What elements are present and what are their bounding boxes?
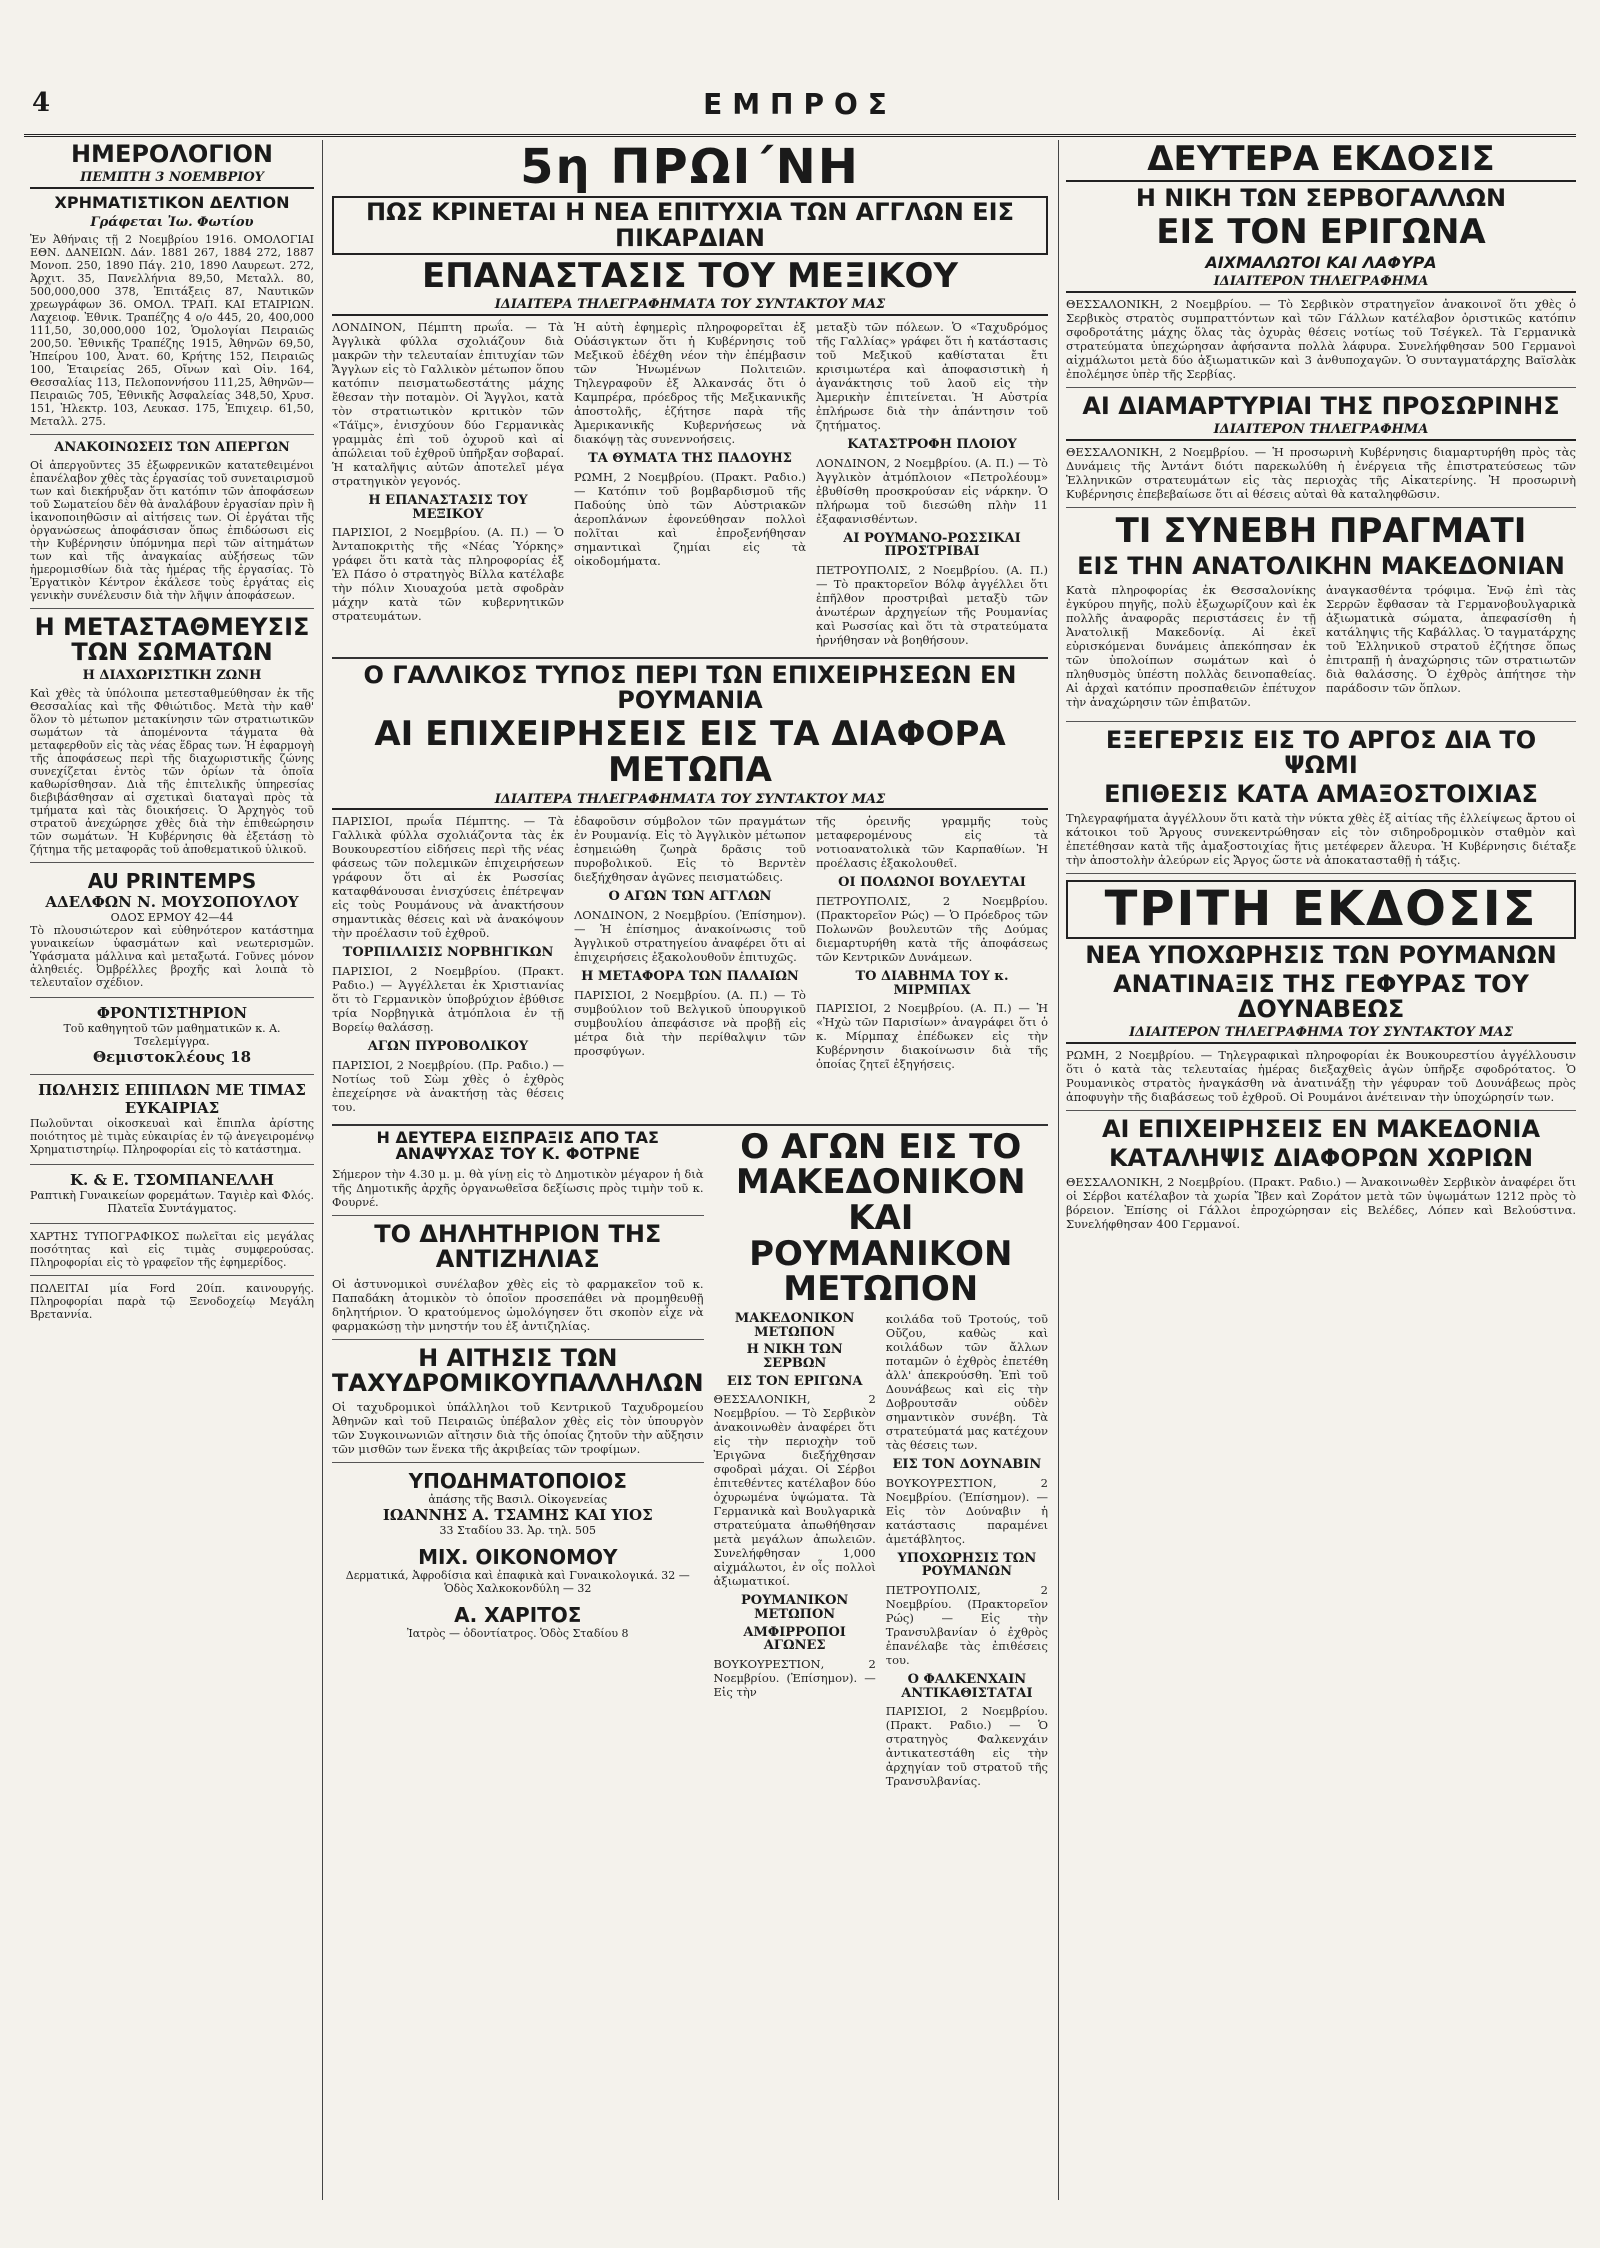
lead-text: ΘΕΣΣΑΛΟΝΙΚΗ, 2 Νοεμβρίου. — Τὸ Σερβικὸν στρατηγεῖον ἀνακοινοῖ ὅτι χθὲς ὁ Σερβικὸς στρατὸς συμπραττόντων καὶ τῶν Γάλλων κατέλαβον ὀριστικῶς κατόπιν σφοδροτάτης μάχης ὅλας τὰς ὀχυρὰς θέσεις νοτίως τοῦ Τσέγκελ. Τὰ Γερμανικὰ στρατεύματα ὑπεχώρησαν ἀφήσαντα πολλὰ λάφυρα. Συνελήφθησαν 500 Γερμανοὶ αἰχμάλωτοι μετὰ δύο ἀξιωματικῶν καὶ 3 ἀνθυποχαγῶν. Ὁ συνταγματάρχης Βαϊσλὰκ ἐπολέμησε ὑπὲρ τῆς Σερβίας.	[1066, 297, 1576, 381]
east-story	[1066, 583, 1576, 715]
macedonia-story	[714, 1312, 1048, 1794]
ad-au-printemps	[30, 869, 314, 989]
lead-text: μεταξὺ τῶν πόλεων. Ὁ «Ταχυδρόμος τῆς Γαλλίας» γράφει ὅτι ἡ κατάστασις τοῦ Μεξικοῦ καθίσταται ἔτι κρισιμωτέρα καὶ ἀποφασιστικὴ ἡ ἀγανάκτησις τοῦ λαοῦ εἰς τὴν Ἀμερικὴν ἐπιτείνεται. Ἡ Αὐστρία ἐπλήρωσε διὰ τὴν ἀπάντησιν τοῦ ζητήματος.	[816, 320, 1048, 433]
mid-wire: ΙΔΙΑΙΤΕΡΑ ΤΗΛΕΓΡΑΦΗΜΑΤΑ ΤΟΥ ΣΥΝΤΑΚΤΟΥ ΜΑΣ	[332, 793, 1048, 811]
ad-oikonomou	[332, 1545, 704, 1595]
separator	[332, 1339, 704, 1340]
antizilia-text: Οἱ ἀστυνομικοὶ συνέλαβον χθὲς εἰς τὸ φαρμακεῖον τοῦ κ. Παπαδάκη ἀτομικὸν τὸ ὁποῖον προσεπάθει νὰ προμηθευθῇ δηλητήριον. Ὁ κρατούμενος ὡμολόγησεν ὅτι σκοπὸν εἶχε νὰ φαρμακώσῃ τὴν μνηστήν του ἐξ ἀντιζηλίας.	[332, 1276, 704, 1333]
second-edition-title: ΔΕΥΤΕΡΑ ΕΚΔΟΣΙΣ	[1066, 142, 1576, 182]
ad-text: Ἰατρὸς — ὀδοντίατρος. Ὁδὸς Σταδίου 8	[406, 1627, 629, 1641]
transfers-title: Η ΜΕΤΑΣΤΑΘΜΕΥΣΙΣ ΤΩΝ ΣΩΜΑΤΩΝ	[34, 612, 310, 667]
padua-text: ΡΩΜΗ, 2 Νοεμβρίου. (Πρακτ. Ραδιο.) — Κατόπιν τοῦ βομβαρδισμοῦ τῆς Παδούης ὑπὸ τῶν Αὐστριακῶν ἀεροπλάνων ἐφονεύθησαν πολλοὶ πολῖται καὶ ἐπροξενήθησαν σημαντικαὶ ζημίαι εἰς τὰ οἰκοδομήματα.	[574, 469, 806, 568]
torpedo-title: ΤΟΡΠΙΛΛΙΣΙΣ ΝΟΡΒΗΓΙΚΩΝ	[342, 945, 554, 961]
macedonia-sub: ΜΑΚΕΔΟΝΙΚΟΝ ΜΕΤΩΠΟΝ	[734, 1311, 855, 1340]
postal-text: Οἱ ταχυδρομικοὶ ὑπάλληλοι τοῦ Κεντρικοῦ Ταχυδρομείου Ἀθηνῶν καὶ τοῦ Πειραιῶς ὑπέβαλον χθὲς εἰς τὸν ὑπουργὸν τῶν Συγκοινωνιῶν αἴτησιν διὰ τῆς ὁποίας ζητοῦν τὴν αὔξησιν τῶν μισθῶν των ἕνεκα τῆς ἀκριβείας τῶν τροφίμων.	[332, 1400, 704, 1457]
page-number: 4	[32, 88, 51, 118]
lead-wire: ΙΔΙΑΙΤΕΡΑ ΤΗΛΕΓΡΑΦΗΜΑΤΑ ΤΟΥ ΣΥΝΤΑΚΤΟΥ ΜΑΣ	[332, 298, 1048, 316]
danube-title: ΕΙΣ ΤΟΝ ΔΟΥΝΑΒΙΝ	[892, 1457, 1042, 1473]
ad-title: ΜΙΧ. ΟΙΚΟΝΟΜΟΥ	[418, 1545, 618, 1570]
prov-wire: ΙΔΙΑΙΤΕΡΟΝ ΤΗΛΕΓΡΑΦΗΜΑ	[1066, 423, 1576, 441]
separator	[30, 862, 314, 863]
ad-title: Α. ΧΑΡΙΤΟΣ	[454, 1603, 582, 1628]
ad-furniture	[30, 1081, 314, 1156]
ad-shoes	[332, 1469, 704, 1537]
market-text: Ἐν Ἀθήναις τῇ 2 Νοεμβρίου 1916. ΟΜΟΛΟΓΙΑΙ ΕΘΝ. ΔΑΝΕΙΩΝ. Δάν. 1881 267, 1884 272, 1887 Μονοπ. 250, 1890 Πάγ. 210, 1890 Λαυρεωτ. 272, Ἀρχιτ. 35, Πανελλήνια 89,50, Μεταλλ. 80, 500,000,000 378, Ἐπιτάξεις 87, Ναυτικῶν χρεωγράφων 36. ΟΜΟΛ. ΤΡΑΠ. ΚΑΙ ΕΤΑΙΡΙΩΝ. Λαχειοφ. Ἐθνικ. Τραπέζης 4 ο/ο 445, 20, 400,000 111,50, 30,000,000 102, Ὁμολογίαι Πειραιῶς 200,50. Ἐθνικῆς Τραπέζης 1915, Ἀθηνῶν 69,50, Ἠπείρου 100, Ἀνατ. 60, Κρήτης 152, Πειραιῶς 100, Ἑταιρείας 265, Οἴνων καὶ Οἰν. 164, Θεσσαλίας 113, Πελοποννήσου 111,25, Ἀθηνῶν—Πειραιῶς 705, Ἐθνικῆς Ἀσφαλείας 348,50, Χρυσ. 151, Ἠλεκτρ. 103, Λευκασ. 175, Ἐπιχειρ. 61,50, Μεταλλ. 275.	[30, 233, 314, 429]
notices-text: Οἱ ἀπεργοῦντες 35 ἐξωφρενικῶν κατατεθειμένοι ἐπανέλαβον χθὲς τὰς ἐργασίας τοῦ συνεταιρισμοῦ των καὶ διεκήρυξαν ὅτι κατόπιν τῶν ἀποφάσεων τοῦ Σωματείου δὲν θὰ ἀναλάβουν ἐργασίαν πρὶν ἢ ἱκανοποιηθῶσιν αἱ αἰτήσεις των. Οἱ ἐργάται τῆς ὀργανώσεως ἀποφάσισαν ὅπως ἐπιδώσωσι εἰς τὴν Κυβέρνησιν ὑπόμνημα περὶ τῶν αἰτημάτων των καὶ τῆς ἀναγκαίας αὐξήσεως τῶν ἡμερομισθίων διὰ τὰς ἡμέρας τῆς ἐργασίας. Τὸ Ἐργατικὸν Κέντρον ἐκάλεσε τοὺς ἐργάτας εἰς γενικὴν συνέλευσιν διὰ τὴν λῆψιν ἀποφάσεων.	[30, 458, 314, 602]
bread-subheadline: ΕΠΙΘΕΣΙΣ ΚΑΤΑ ΑΜΑΞΟΣΤΟΙΧΙΑΣ	[1104, 780, 1538, 809]
right-column	[1066, 142, 1576, 2202]
mid-headline: Ο ΓΑΛΛΙΚΟΣ ΤΥΠΟΣ ΠΕΡΙ ΤΩΝ ΕΠΙΧΕΙΡΗΣΕΩΝ ΕΝ ΡΟΥΜΑΝΙΑ	[363, 661, 1017, 715]
ad-subtitle: ΑΔΕΛΦΩΝ Ν. ΜΟΥΣΟΠΟΥΛΟΥ	[45, 892, 299, 911]
transfers-subtitle: Η ΔΙΑΧΩΡΙΣΤΙΚΗ ΖΩΝΗ	[82, 668, 262, 684]
separator	[30, 434, 314, 435]
fotrne-text: Σήμερον τὴν 4.30 μ. μ. θὰ γίνῃ εἰς τὸ Δημοτικὸν μέγαρον ἡ διὰ τῆς Δημοτικῆς ἀρχῆς ὀργανωθεῖσα δεξίωσις πρὸς τιμὴν τοῦ κ. Φουρνέ.	[332, 1167, 704, 1210]
mid-text: ἐδαφοῦσιν σύμβολον τῶν πραγμάτων ἐν Ρουμανίᾳ. Εἰς τὸ Ἀγγλικὸν μέτωπον ἐσημειώθη ζωηρὰ δρᾶσις τοῦ πυροβολικοῦ. Εἰς τὸ Βερντὲν διεξήχθησαν ἀγῶνες πεισματώδεις.	[574, 814, 806, 885]
falk-title: Ο ΦΑΛΚΕΝΧΑΙΝ ΑΝΤΙΚΑΘΙΣΤΑΤΑΙ	[901, 1672, 1033, 1701]
macedonia-text: κοιλάδα τοῦ Τροτούς, τοῦ Οὔζου, καθὼς καὶ κοιλάδων τῶν ἄλλων ποταμῶν ὁ ἐχθρὸς ἐπετέθη ἀλλ' ἀπεκρούσθη. Ἐπὶ τοῦ Δουνάβεως καὶ εἰς τὴν Δοβρουτσᾶν οὐδὲν σημαντικὸν συνέβη. Τὰ στρατεύματά μας κατέχουν τὰς θέσεις των.	[885, 1312, 1048, 1453]
lead-text: Ἡ αὐτὴ ἐφημερὶς πληροφορεῖται ἐξ Οὐάσιγκτων ὅτι ἡ Κυβέρνησις τοῦ Μεξικοῦ ἐδέχθη νέον τὴν ἐπέμβασιν τῶν Ἡνωμένων Πολιτειῶν. Τηλεγραφοῦν ἐξ Ἀλκανσάς ὅτι ὁ Καμπρέρα, πρόεδρος τῆς Μεξικανικῆς ἀποστολῆς, ἐζήτησε παρὰ τῆς Ἀμερικανικῆς Κυβερνήσεως νὰ διακόψῃ τὰς συνεννοήσεις.	[574, 320, 806, 447]
lower-section	[332, 1126, 1048, 1795]
ad-text: Πωλοῦνται οἰκοσκευαὶ καὶ ἔπιπλα ἀρίστης ποιότητος μὲ τιμὰς εὐκαιρίας ἐν τῷ ἀνεγειρομένῳ Χρηματιστηρίῳ. Πληροφορίαι εἰς τὸ κατάστημα.	[30, 1116, 314, 1156]
ad-text: Τοῦ καθηγητοῦ τῶν μαθηματικῶν κ. Α. Τσελεμίγγρα.	[63, 1021, 281, 1048]
east-headline: ΤΙ ΣΥΝΕΒΗ ΠΡΑΓΜΑΤΙ	[1115, 510, 1527, 551]
separator	[30, 608, 314, 609]
padua-title: ΤΑ ΘΥΜΑΤΑ ΤΗΣ ΠΑΔΟΥΗΣ	[588, 451, 792, 467]
ad-title: ΥΠΟΔΗΜΑΤΟΠΟΙΟΣ	[408, 1469, 627, 1494]
mid-text: τῆς ὁρεινῆς γραμμῆς τοὺς μεταφερομένους εἰς τὰ νοτιοανατολικὰ τῶν Καρπαθίων. Ἡ προέλασις ἐξακολουθεῖ.	[816, 814, 1048, 871]
angels-title: Ο ΑΓΩΝ ΤΩΝ ΑΓΓΛΩΝ	[608, 889, 772, 905]
macedonia-sub: Η ΝΙΚΗ ΤΩΝ ΣΕΡΒΩΝ	[746, 1342, 843, 1372]
prov-headline: ΑΙ ΔΙΑΜΑΡΤΥΡΙΑΙ ΤΗΣ ΠΡΟΣΩΡΙΝΗΣ	[1082, 392, 1560, 420]
lead-subheadline: ΕΙΣ ΤΟΝ ΕΡΙΓΩΝΑ	[1156, 211, 1486, 252]
ad-address: Θεμιστοκλέους 18	[92, 1047, 252, 1066]
macedonia-sub: ΕΙΣ ΤΟΝ ΕΡΙΓΩΝΑ	[726, 1373, 863, 1389]
macedonia-headline: Ο ΑΓΩΝ ΕΙΣ ΤΟ ΜΑΚΕΔΟΝΙΚΟΝ ΚΑΙ ΡΟΥΜΑΝΙΚΟΝ ΜΕΤΩΠΟΝ	[735, 1126, 1026, 1310]
torpedo-text: ΠΑΡΙΣΙΟΙ, 2 Νοεμβρίου. (Πρακτ. Ραδιο.) — Ἀγγέλλεται ἐκ Χριστιανίας ὅτι τὸ Γερμανικὸν ὑποβρύχιον ἐβύθισε τρία Νορβηγικὰ ἀτμόπλοια ἐν τῇ Βορείῳ θαλάσσῃ.	[332, 964, 564, 1035]
mirbach-text: ΠΑΡΙΣΙΟΙ, 2 Νοεμβρίου. (Α. Π.) — Ἡ «Ἠχὼ τῶν Παρισίων» ἀναγράφει ὅτι ὁ κ. Μίρμπαχ ἐπέδωκεν εἰς τὴν Κυβέρνησιν διακοίνωσιν διὰ τῆς ὁποίας ζητεῖ ἐξηγήσεις.	[816, 1001, 1048, 1072]
morning-edition-title: 5η ΠΡΩΙ΄ΝΗ	[520, 142, 860, 195]
calendar-date: ΠΕΜΠΤΗ 3 ΝΟΕΜΒΡΙΟΥ	[30, 171, 314, 189]
antizilia-title: ΤΟ ΔΗΛΗΤΗΡΙΟΝ ΤΗΣ ΑΝΤΙΖΗΛΙΑΣ	[374, 1220, 662, 1274]
lead-headline: Η ΝΙΚΗ ΤΩΝ ΣΕΡΒΟΓΑΛΛΩΝ	[1135, 183, 1507, 212]
falk-text: ΠΑΡΙΣΙΟΙ, 2 Νοεμβρίου. (Πρακτ. Ραδιο.) — Ὁ στρατηγὸς Φαλκενχάιν ἀντικατεστάθη εἰς τὴν ἀρχηγίαν τοῦ στρατοῦ τῆς Τρανσυλβανίας.	[885, 1704, 1048, 1789]
mexico-title: Η ΕΠΑΝΑΣΤΑΣΙΣ ΤΟΥ ΜΕΞΙΚΟΥ	[368, 493, 528, 522]
poles-text: ΠΕΤΡΟΥΠΟΛΙΣ, 2 Νοεμβρίου. (Πρακτορεῖον Ρώς) — Ὁ Πρόεδρος τῶν Πολωνῶν βουλευτῶν τῆς Δούμας διεμαρτυρήθη κατὰ τῆς ἀποφάσεως τῶν Κεντρικῶν Δυνάμεων.	[816, 894, 1048, 965]
separator	[30, 1164, 314, 1165]
romania-title: ΑΙ ΡΟΥΜΑΝΟ-ΡΩΣΣΙΚΑΙ ΠΡΟΣΤΡΙΒΑΙ	[843, 530, 1021, 560]
third-subheadline: ΑΝΑΤΙΝΑΞΙΣ ΤΗΣ ΓΕΦΥΡΑΣ ΤΟΥ ΔΟΥΝΑΒΕΩΣ	[1113, 969, 1529, 1024]
masthead-rule	[24, 134, 1576, 137]
east-text: ἀναγκασθέντα τρόφιμα. Ἐνῷ ἐπὶ τὰς Σερρῶν ἔφθασαν τὰ Γερμανοβουλγαρικὰ ἀξιωματικὰ σώματα, ἀπεφασίσθη ἡ κατάληψις τῆς Καβάλλας. Ὁ ταγματάρχης τοῦ Ἑλληνικοῦ στρατοῦ ἐζήτησε ὅπως ἐπιτραπῇ ἡ ἀναχώρησις τῶν στρατιωτῶν διὰ θαλάσσης. Ὁ ἐχθρὸς ἀπήτησε τὴν παράδοσιν τῶν ὅπλων.	[1326, 582, 1576, 695]
romania-text: ΠΕΤΡΟΥΠΟΛΙΣ, 2 Νοεμβρίου. (Α. Π.) — Τὸ πρακτορεῖον Βόλφ ἀγγέλλει ὅτι ἐπῆλθον προστριβαὶ μεταξὺ τῶν ἀνωτέρων ἀρχηγείων τῆς Ρουμανίας καὶ Ρωσσίας καὶ ὅτι τὰ στρατεύματα ἠρνήθησαν νὰ βοηθήσουν.	[816, 563, 1048, 648]
ship-text: ΠΑΡΙΣΙΟΙ, 2 Νοεμβρίου. (Α. Π.) — Τὸ συμβούλιον τοῦ Βελγικοῦ ὑπουργικοῦ συμβουλίου ἀπεφάσισε νὰ προβῇ εἰς μέτρα διὰ τὴν περίθαλψιν τῶν προσφύγων.	[574, 987, 806, 1058]
bread-text: Τηλεγραφήματα ἀγγέλλουν ὅτι κατὰ τὴν νύκτα χθὲς ἐξ αἰτίας τῆς ἐλλείψεως ἄρτου οἱ κάτοικοι τοῦ Ἄργους συνεκεντρώθησαν εἰς τὸν σιδηροδρομικὸν σταθμὸν καὶ ἐπετέθησαν κατὰ τῆς ἀμαξοστοιχίας ἥτις μετέφερεν ἄλευρα. Ἡ Κυβέρνησις διέταξε τὴν ἀποστολὴν ἀλεύρων εἰς Ἄργος ὥστε νὰ ἀποκατασταθῇ ἡ τάξις.	[1066, 811, 1576, 868]
artillery-text: ΠΑΡΙΣΙΟΙ, 2 Νοεμβρίου. (Πρ. Ραδιο.) — Νοτίως τοῦ Σὼμ χθὲς ὁ ἐχθρὸς ἐπεχείρησε νὰ ἀνακτήσῃ τὰς θέσεις του.	[332, 1057, 564, 1114]
east-text: Κατὰ πληροφορίας ἐκ Θεσσαλονίκης ἐγκύρου πηγῆς, πολὺ ἐξωχωρίζουν καὶ ἐκ πολλῆς ἀναφορᾶς περιστάσεις ἐν τῇ Ἀνατολικῇ Μακεδονίᾳ. Αἱ ἐκεῖ εὑρισκόμεναι δυνάμεις ἀπεκόπησαν ἐκ τῶν ὑπολοίπων σωμάτων καὶ ὁ πληθυσμὸς ὑπέστη πολλὰς δεινοπαθείας. Αἱ ἀρχαὶ κατόπιν προσπαθειῶν ἐπέτυχον τὴν ἀναχώρησιν τῶν ἐπιβατῶν.	[1066, 582, 1316, 709]
ad-tsompanelli	[30, 1171, 314, 1215]
east-subheadline: ΕΙΣ ΤΗΝ ΑΝΑΤΟΛΙΚΗΝ ΜΑΚΕΔΟΝΙΑΝ	[1077, 551, 1565, 580]
newspaper-title: ΕΜΠΡΟΣ	[703, 88, 897, 121]
separator	[30, 1223, 314, 1224]
third-text: ΡΩΜΗ, 2 Νοεμβρίου. — Τηλεγραφικαὶ πληροφορίαι ἐκ Βουκουρεστίου ἀγγέλλουσιν ὅτι ὁ κατὰ τὰς τελευταίας ἡμέρας διεξαχθεὶς ἀγὼν ὑπῆρξε σφοδρότατος. Ὁ Ρουμανικὸς στρατὸς ἠναγκάσθη νὰ ἀνατινάξῃ τὴν γέφυραν τοῦ Δουνάβεως πρὸς ἀποφυγὴν τῆς διαβάσεως τοῦ ἐχθροῦ. Οἱ Ρουμάνοι ἀνέτειναν τὴν ὑποχώρησίν των.	[1066, 1047, 1576, 1104]
ad-text: ἀπάσης τῆς Βασιλ. Οἰκογενείας	[428, 1493, 608, 1507]
ad-paper-text: ΧΑΡΤΗΣ ΤΥΠΟΓΡΑΦΙΚΟΣ πωλεῖται εἰς μεγάλας ποσότητας καὶ εἰς τιμὰς συμφερούσας. Πληροφορίαι εἰς τὸ γραφεῖον τῆς ἐφημερίδος.	[30, 1229, 314, 1269]
ad-address: 33 Σταδίου 33. Ἀρ. τηλ. 505	[439, 1524, 597, 1538]
separator	[332, 1124, 1048, 1126]
ad-text: Τὸ πλουσιώτερον καὶ εὐθηνότερον κατάστημα γυναικείων ὑφασμάτων καὶ νεωτερισμῶν. Ὑφάσματα μάλλινα καὶ μεταξωτά. Γοῦνες μόνον ἀληθειές. Ὀμβρέλλες βροχῆς καὶ λοιπὰ τὸ τελευταῖον σχέδιον.	[30, 923, 314, 989]
mexico-text: ΠΑΡΙΣΙΟΙ, 2 Νοεμβρίου. (Α. Π.) — Ὁ Ἀνταποκριτὴς τῆς «Νέας Ὑόρκης» γράφει ὅτι κατὰ τὰς πληροφορίας ἐξ Ἐλ Πάσο ὁ στρατηγὸς Βίλλα κατέλαβε τὴν πόλιν Χιουαχούα μετὰ σφοδρὰν μάχην κατὰ τῶν κυβερνητικῶν στρατευμάτων.	[332, 525, 564, 624]
separator	[1066, 873, 1576, 874]
separator	[332, 657, 1048, 659]
lead-sub2: ΑΙΧΜΑΛΩΤΟΙ ΚΑΙ ΛΑΦΥΡΑ	[1205, 252, 1437, 272]
transfers-text: Καὶ χθὲς τὰ ὑπόλοιπα μετεσταθμεύθησαν ἐκ τῆς Θεσσαλίας καὶ τῆς Φθιώτιδος. Μετὰ τὴν καθ' ὅλον τὸ μέτωπον μετακίνησιν τῶν στρατιωτικῶν σωμάτων τὰ ἀπομένοντα τάγματα θὰ μεταφερθοῦν εἰς τὰς νέας ἕδρας των. Ἡ ἐφαρμογὴ τῆς ἀποφάσεως περὶ τῆς διαχωριστικῆς ζώνης συνεχίζεται ἐντὸς τῶν ὁρίων τὰ ὁποῖα καθωρίσθησαν. Διὰ τῆς ἐπιτελικῆς ὑπηρεσίας διεβιβάσθησαν αἱ σχετικαὶ διαταγαὶ πρὸς τὰ τμήματα καὶ τὰς διοικήσεις. Ὁ Ἀρχηγὸς τοῦ στρατοῦ ἀνεχώρησε χθὲς διὰ τὴν ἐπιθεώρησιν τῶν σωμάτων. Ἡ Κυβέρνησις θὰ ἐξετάσῃ τὸ ζήτημα τῆς μεταφορᾶς τοῦ ἀποθεματικοῦ ὑλικοῦ.	[30, 686, 314, 856]
rom2-title: ΡΟΥΜΑΝΙΚΟΝ ΜΕΤΩΠΟΝ	[740, 1593, 849, 1622]
mac2-headline: ΑΙ ΕΠΙΧΕΙΡΗΣΕΙΣ ΕΝ ΜΑΚΕΔΟΝΙΑ	[1101, 1114, 1541, 1143]
center-column	[332, 142, 1048, 2202]
catastrophe-title: ΚΑΤΑΣΤΡΟΦΗ ΠΛΟΙΟΥ	[847, 437, 1017, 453]
poles-title: ΟΙ ΠΟΛΩΝΟΙ ΒΟΥΛΕΥΤΑΙ	[838, 875, 1026, 891]
lead-headline: ΠΩΣ ΚΡΙΝΕΤΑΙ Η ΝΕΑ ΕΠΙΤΥΧΙΑ ΤΩΝ ΑΓΓΛΩΝ ΕΙΣ ΠΙΚΑΡΔΙΑΝ	[332, 196, 1048, 254]
mid-subheadline: ΑΙ ΕΠΙΧΕΙΡΗΣΕΙΣ ΕΙΣ ΤΑ ΔΙΑΦΟΡΑ ΜΕΤΩΠΑ	[374, 714, 1006, 791]
left-column	[30, 142, 314, 2202]
ad-frontistirion	[30, 1004, 314, 1066]
separator	[332, 1462, 704, 1463]
danube-text: ΒΟΥΚΟΥΡΕΣΤΙΟΝ, 2 Νοεμβρίου. (Ἐπίσημον). — Εἰς τὸν Δούναβιν ἡ κατάστασις παραμένει ἀμετάβλητος.	[885, 1475, 1048, 1546]
separator	[30, 1275, 314, 1276]
lead-wire: ΙΔΙΑΙΤΕΡΟΝ ΤΗΛΕΓΡΑΦΗΜΑ	[1066, 275, 1576, 293]
mid-text: ΠΑΡΙΣΙΟΙ, πρωΐα Πέμπτης. — Τὰ Γαλλικὰ φύλλα σχολιάζοντα τὰς ἐκ Βουκουρεστίου εἰδήσεις περὶ τῆς νέας φάσεως τῶν πολεμικῶν ἐπιχειρήσεων γράφουν ὅτι αἱ ἐκ Ρωσσίας καταφθάνουσαι ἐνισχύσεις ἐπέτρεψαν εἰς τοὺς Ρουμάνους νὰ ἀνακτήσουν σημαντικὰς θέσεις καὶ νὰ ἀνακόψουν τὴν προέλασιν τοῦ ἐχθροῦ.	[332, 814, 564, 941]
ad-ford-text: ΠΩΛΕΙΤΑΙ μία Ford 20ίπ. καινουργής. Πληροφορίαι παρὰ τῷ Ξενοδοχείῳ Μεγάλη Βρεταννία.	[30, 1281, 314, 1321]
masthead	[0, 88, 1600, 132]
catastrophe-text: ΛΟΝΔΙΝΟΝ, 2 Νοεμβρίου. (Α. Π.) — Τὸ Ἀγγλικὸν ἀτμόπλοιον «Πετρολέουμ» ἐβυθίσθη προσκρούσαν εἰς νάρκην. Ὁ πλήρωμα τοῦ διεσώθη πλὴν 11 ἐξαφανισθέντων.	[816, 455, 1048, 526]
third-edition-title: ΤΡΙΤΗ ΕΚΔΟΣΙΣ	[1066, 880, 1576, 938]
separator	[1066, 1110, 1576, 1111]
ad-address: ΟΔΟΣ ΕΡΜΟΥ 42—44	[110, 910, 234, 924]
artillery-title: ΑΓΩΝ ΠΥΡΟΒΟΛΙΚΟΥ	[367, 1039, 529, 1055]
fotrne-title: Η ΔΕΥΤΕΡΑ ΕΙΣΠΡΑΞΙΣ ΑΠΟ ΤΑΣ ΑΝΑΨΥΧΑΣ ΤΟΥ Κ. ΦΟΤΡΝΕ	[376, 1127, 659, 1164]
lead-text: ΛΟΝΔΙΝΟΝ, Πέμπτη πρωΐα. — Τὰ Ἀγγλικὰ φύλλα σχολιάζουν διὰ μακρῶν τὴν τελευταίαν ἐπιτυχίαν τῶν Ἄγγλων εἰς τὸ Γαλλικὸν μέτωπον ὅπου κατόπιν πεισματωδεστάτης μάχης ἔθεσαν τὴν ποταμὸν. Οἱ Ἄγγλοι, κατὰ τὸν στρατιωτικὸν κριτικὸν τῶν «Τάϊμς», ἐνισχύουν δύο Γερμανικὰς γραμμὰς ἐπὶ τοῦ ὀχυροῦ καὶ αἱ ἀπώλειαι τοῦ ἐχθροῦ ὑπῆρξαν σοβαραί. Ἡ καταλῆψις αὐτῶν ἀποτελεῖ μέγα στρατηγικὸν γεγονός.	[332, 320, 564, 489]
separator	[332, 1215, 704, 1216]
market-title: ΧΡΗΜΑΤΙΣΤΙΚΟΝ ΔΕΛΤΙΟΝ	[54, 192, 290, 212]
mac2-subheadline: ΚΑΤΑΛΗΨΙΣ ΔΙΑΦΟΡΩΝ ΧΩΡΙΩΝ	[1108, 1144, 1534, 1173]
column-divider	[322, 140, 323, 2200]
macedonia-text: ΘΕΣΣΑΛΟΝΙΚΗ, 2 Νοεμβρίου. — Τὸ Σερβικὸν ἀνακοινωθὲν ἀναφέρει ὅτι εἰς τὴν περιοχὴν τοῦ Ἐριγῶνα διεξήχθησαν σφοδραὶ μάχαι. Οἱ Σέρβοι ἐπιτεθέντες κατέλαβον δύο ὀχυρωμένα ὑψώματα. Τὰ Γερμανικὰ καὶ Βουλγαρικὰ στρατεύματα ἀπωθήθησαν μετὰ μεγάλων ἀπωλειῶν. Συνελήφθησαν 1,000 αἰχμάλωτοι, ἐν οἷς πολλοὶ ἀξιωματικοί.	[713, 1392, 876, 1589]
prov-text: ΘΕΣΣΑΛΟΝΙΚΗ, 2 Νοεμβρίου. — Ἡ προσωρινὴ Κυβέρνησις διαμαρτυρήθη πρὸς τὰς Δυνάμεις τῆς Ἀντάντ διότι παρεκωλύθη ἡ ἐνέργεια τῆς ἐπιστρατεύσεως τῶν Ἑλληνικῶν στρατευμάτων εἰς τὰς περιοχὰς τῆς Αἰκατερίνης. Ἡ προσωρινὴ Κυβέρνησις ἐπεβεβαίωσε ὅτι αἱ θέσεις αὐταὶ θὰ καταληφθῶσιν.	[1066, 444, 1576, 501]
separator	[1066, 721, 1576, 722]
ad-text: Ραπτικὴ Γυναικείων φορεμάτων. Ταγιὲρ καὶ Φλός. Πλατεῖα Συντάγματος.	[30, 1188, 314, 1215]
third-headline: ΝΕΑ ΥΠΟΧΩΡΗΣΙΣ ΤΩΝ ΡΟΥΜΑΝΩΝ	[1085, 940, 1557, 969]
ad-title: AU PRINTEMPS	[87, 868, 257, 893]
ad-text: Δερματικά, Ἀφροδίσια καὶ ἐπαφικὰ καὶ Γυναικολογικά. 32 — Ὁδὸς Χαλκοκονδύλη — 32	[345, 1569, 690, 1596]
ad-charitos	[332, 1603, 704, 1640]
separator	[1066, 387, 1576, 388]
mirbach-title: ΤΟ ΔΙΑΒΗΜΑ ΤΟΥ κ. ΜΙΡΜΠΑΧ	[855, 969, 1009, 998]
angels-text: ΛΟΝΔΙΝΟΝ, 2 Νοεμβρίου. (Ἐπίσημον). — Ἡ ἐπίσημος ἀνακοίνωσις τοῦ Ἀγγλικοῦ στρατηγείου ἀναφέρει ὅτι αἱ ἐπιχειρήσεις ἐξακολουθοῦν ἐπιτυχῶς.	[574, 908, 806, 965]
market-subtitle: Γράφεται Ἰω. Φωτίου	[90, 214, 254, 230]
notices-title: ΑΝΑΚΟΙΝΩΣΕΙΣ ΤΩΝ ΑΠΕΡΓΩΝ	[54, 440, 290, 456]
mid-story	[332, 814, 1048, 1119]
ad-title: ΠΩΛΗΣΙΣ ΕΠΙΠΛΩΝ ΜΕ ΤΙΜΑΣ ΕΥΚΑΙΡΙΑΣ	[38, 1080, 306, 1117]
lead-story	[332, 320, 1048, 653]
mac2-text: ΘΕΣΣΑΛΟΝΙΚΗ, 2 Νοεμβρίου. (Πρακτ. Ραδιο.) — Ἀνακοινωθὲν Σερβικὸν ἀναφέρει ὅτι οἱ Σέρβοι κατέλαβον τὰ χωρία Ἴβεν καὶ Ζοράτον μετὰ τῶν ὑψωμάτων 1212 πρὸς τὸ βόρειον. Ἐπίσης οἱ Γάλλοι ἐπροχώρησαν εἰς Βελέδες, Λόπεν καὶ Βελούστινα. Συνελήφθησαν 400 Γερμανοί.	[1066, 1175, 1576, 1232]
calendar-title: ΗΜΕΡΟΛΟΓΙΟΝ	[70, 142, 274, 168]
ad-name: ΙΩΑΝΝΗΣ Α. ΤΣΑΜΗΣ ΚΑΙ ΥΙΟΣ	[382, 1506, 653, 1525]
separator	[30, 997, 314, 998]
rom2-subtitle: ΑΜΦΙΡΡΟΠΟΙ ΑΓΩΝΕΣ	[743, 1624, 846, 1654]
ad-title: Κ. & Ε. ΤΣΟΜΠΑΝΕΛΛΗ	[70, 1170, 274, 1189]
third-wire: ΙΔΙΑΙΤΕΡΟΝ ΤΗΛΕΓΡΑΦΗΜΑ ΤΟΥ ΣΥΝΤΑΚΤΟΥ ΜΑΣ	[1066, 1026, 1576, 1044]
ad-title: ΦΡΟΝΤΙΣΤΗΡΙΟΝ	[96, 1003, 248, 1022]
separator	[30, 1074, 314, 1075]
separator	[1066, 507, 1576, 508]
bread-headline: ΕΞΕΓΕΡΣΙΣ ΕΙΣ ΤΟ ΑΡΓΟΣ ΔΙΑ ΤΟ ΨΩΜΙ	[1105, 725, 1537, 779]
postal-title: Η ΑΙΤΗΣΙΣ ΤΩΝ ΤΑΧΥΔΡΟΜΙΚΟΥΠΑΛΛΗΛΩΝ	[332, 1343, 704, 1397]
ship-title: Η ΜΕΤΑΦΟΡΑ ΤΩΝ ΠΑΛΑΙΩΝ	[581, 969, 799, 985]
lead-subheadline: ΕΠΑΝΑΣΤΑΣΙΣ ΤΟΥ ΜΕΞΙΚΟΥ	[421, 255, 959, 296]
rom-front-text: ΠΕΤΡΟΥΠΟΛΙΣ, 2 Νοεμβρίου. (Πρακτορεῖον Ρώς) — Εἰς τὴν Τρανσυλβανίαν ὁ ἐχθρὸς ἐπανέλαβε τὰς ἐπιθέσεις του.	[885, 1583, 1048, 1668]
rom-front-title: ΥΠΟΧΩΡΗΣΙΣ ΤΩΝ ΡΟΥΜΑΝΩΝ	[897, 1550, 1037, 1580]
rom2-text: ΒΟΥΚΟΥΡΕΣΤΙΟΝ, 2 Νοεμβρίου. (Ἐπίσημον). — Εἰς τὴν	[713, 1656, 876, 1699]
column-divider	[1058, 140, 1059, 2200]
